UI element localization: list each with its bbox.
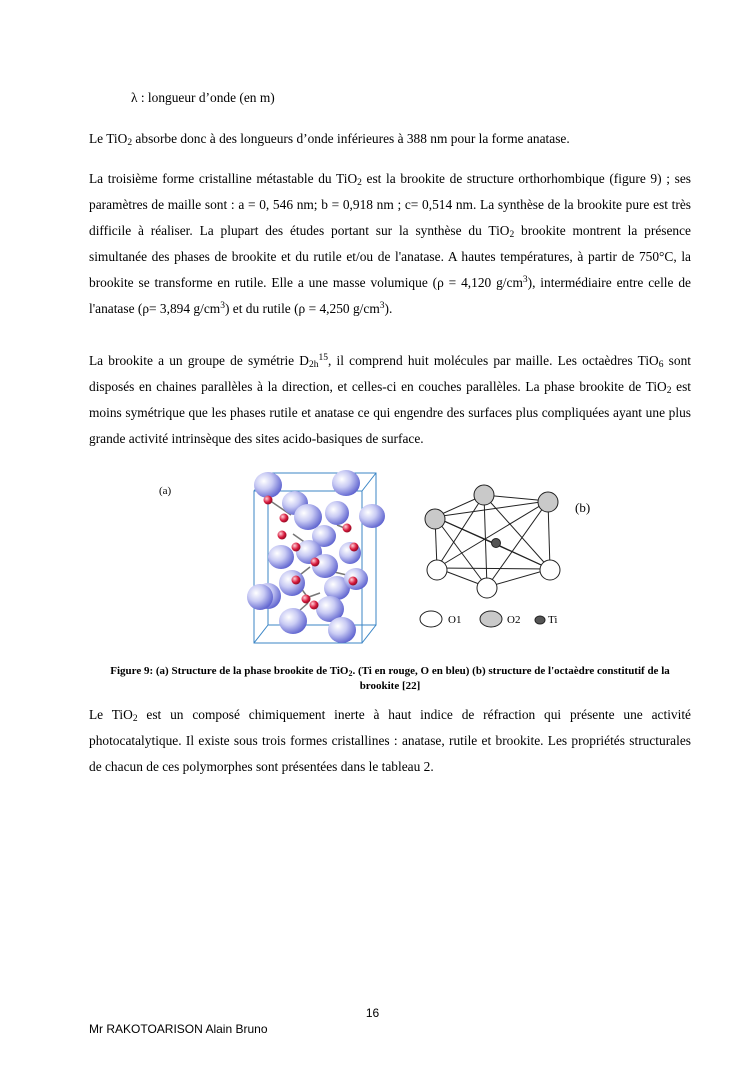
p3-text-c: sont disposés en chaines parallèles à la direction, et celles-ci en couches parallèles. La phase brookite de TiO <box>89 353 691 394</box>
p2-text-f: ). <box>384 301 393 316</box>
superscript: 3 <box>522 275 528 285</box>
subscript: 2 <box>509 230 515 240</box>
p2-text-b: est la brookite de structure orthorhombique (figure 9) ; ses paramètres de maille sont : a = 0, 546 nm; b = 0,918 nm ; c= 0,514 nm. La synthèse de la brookite pure est très difficile à réaliser. La plupart des études portant sur la synthèse du TiO <box>89 171 691 238</box>
paragraph-brookite-symmetry <box>89 348 691 452</box>
p3-text-b: , il comprend huit molécules par maille. Les octaèdres TiO <box>327 353 659 368</box>
lambda-definition <box>131 85 733 111</box>
p4-text-a: Le TiO <box>89 707 133 722</box>
figure-label-b: (b) <box>575 500 590 515</box>
page-number: 16 <box>365 1006 380 1020</box>
caption-text-a: Figure 9: (a) Structure de la phase brookite de TiO <box>110 665 349 677</box>
paragraph-tio2-properties <box>89 702 691 780</box>
subscript: 2 <box>127 138 133 148</box>
subscript: 6 <box>658 360 664 370</box>
figure-legend <box>420 611 545 627</box>
figure-9 <box>150 463 590 653</box>
subscript: 2 <box>348 669 353 678</box>
caption-text-b: . (Ti en rouge, O en bleu) (b) structure de l'octaèdre constitutif de la brookite [22] <box>352 665 670 692</box>
superscript: 15 <box>318 353 328 363</box>
legend-o1: O1 <box>448 614 462 626</box>
legend-o2: O2 <box>507 614 521 626</box>
paragraph-absorption <box>89 126 691 152</box>
p3-text-a: La brookite a un groupe de symétrie D <box>89 353 309 368</box>
p2-text-c: brookite montrent la présence simultanée des phases de brookite et du rutile et/ou de l'anatase. A hautes températures, à partir de 750°C, la brookite se transforme en rutile. Elle a une masse volumique (ρ = 4,120 g/cm <box>89 223 691 290</box>
octahedron-atoms <box>425 485 560 598</box>
lambda-text: λ : longueur d’onde (en m) <box>131 90 275 105</box>
p3-text-d: est moins symétrique que les phases rutile et anatase ce qui engendre des surfaces plus compliquées ayant une plus grande activité intrinsèque des sites acido-basiques de surface. <box>89 379 692 446</box>
figure-caption <box>100 664 680 694</box>
subscript: 2 <box>132 714 138 724</box>
p4-text-b: est un composé chimiquement inerte à haut indice de réfraction qui présente une activité photocatalytique. Il existe sous trois formes cristallines : anatase, rutile et brookite. Les propriétés structurales de chacun de ces polymorphes sont présentées dans le tableau 2. <box>89 707 691 774</box>
brookite-structure-figure <box>150 463 590 653</box>
legend-ti: Ti <box>548 614 558 626</box>
superscript: 3 <box>220 301 225 311</box>
paragraph-brookite-intro <box>89 166 691 322</box>
p1-text-b: absorbe donc à des longueurs d’onde inférieures à 388 nm pour la forme anatase. <box>132 131 570 146</box>
superscript: 3 <box>379 301 385 311</box>
p2-text-a: La troisième forme cristalline métastable du TiO <box>89 171 358 186</box>
p2-text-e: ) et du rutile (ρ = 4,250 g/cm <box>224 301 380 316</box>
subscript: 2 <box>666 386 672 396</box>
p1-text-a: Le TiO <box>89 131 128 146</box>
p2-text-d: ), intermédiaire entre celle de l'anatase (ρ= 3,894 g/cm <box>89 275 691 316</box>
figure-label-a: (a) <box>159 485 172 497</box>
subscript: 2h <box>308 360 319 370</box>
subscript: 2 <box>357 178 362 188</box>
footer-author: Mr RAKOTOARISON Alain Bruno <box>89 1022 268 1036</box>
